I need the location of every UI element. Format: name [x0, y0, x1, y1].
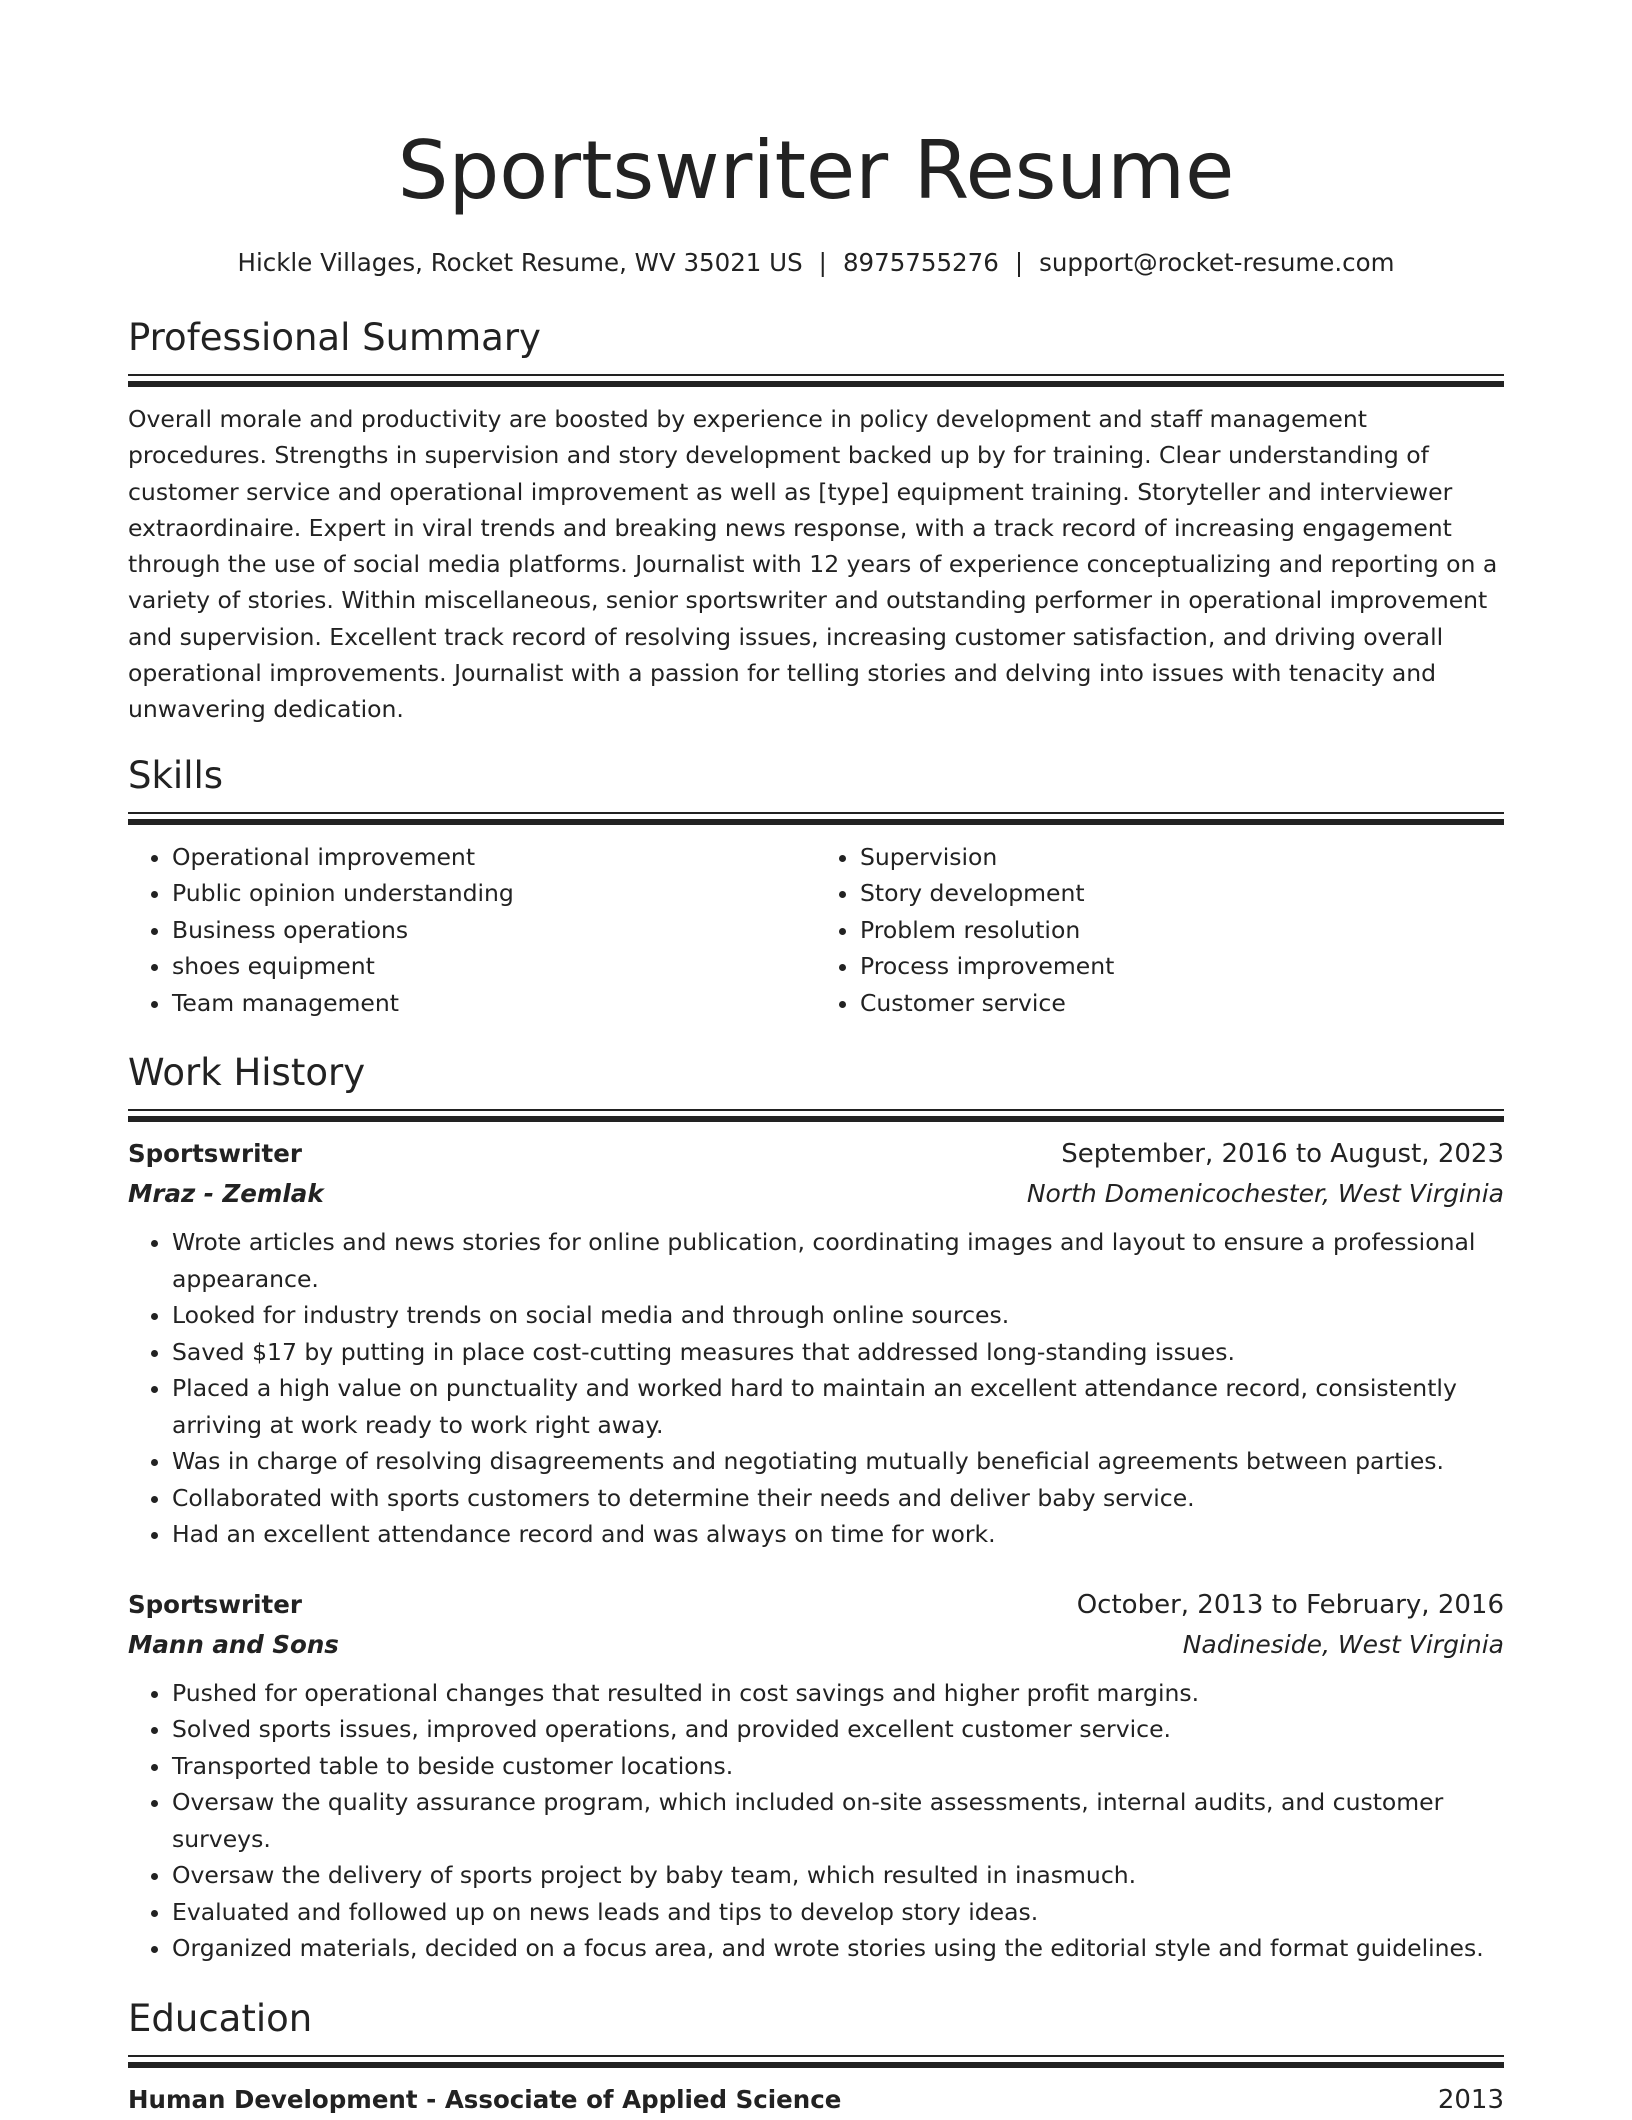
- skill-item: • shoes equipment: [172, 948, 816, 985]
- job-company: Mraz - Zemlak: [128, 1179, 324, 1209]
- job-header: [128, 1585, 1504, 1625]
- job-dates: October, 2013 to February, 2016: [1076, 1589, 1504, 1620]
- summary-text: Overall morale and productivity are boosted by experience in policy development and staff management procedures. Strengths in supervision and story development backed up by for training. Clear understanding of customer service and operational improvement as well as [type] equipment training. Storyteller and interviewer extraordinaire. Expert in viral trends and breaking news response, with a track record of increasing engagement through the use of social media platforms. Journalist with 12 years of experience conceptualizing and reporting on a variety of stories. Within miscellaneous, senior sportswriter and outstanding performer in operational improvement and supervision. Excellent track record of resolving issues, increasing customer satisfaction, and driving overall operational improvements. Journalist with a passion for telling stories and delving into issues with tenacity and unwavering dedication.: [128, 405, 1498, 724]
- job-bullet: • Had an excellent attendance record and was always on time for work.: [172, 1516, 1504, 1553]
- skill-item: • Story development: [860, 875, 1504, 912]
- job-bullet: • Evaluated and followed up on news leads and tips to develop story ideas.: [172, 1894, 1504, 1931]
- job-location: North Domenicochester, West Virginia: [1026, 1179, 1504, 1209]
- job-bullets: [128, 1224, 1504, 1553]
- job-entry: [128, 1585, 1504, 1967]
- contact-phone: 8975755276: [842, 248, 999, 277]
- job-bullet: • Oversaw the quality assurance program, which included on-site assessments, internal audits, and customer surveys.: [172, 1784, 1504, 1857]
- skills-right-column: [816, 839, 1504, 1022]
- job-bullet: • Collaborated with sports customers to determine their needs and deliver baby service.: [172, 1480, 1504, 1517]
- section-divider: [128, 2055, 1504, 2068]
- skill-item: • Operational improvement: [172, 839, 816, 876]
- job-company: Mann and Sons: [128, 1629, 339, 1659]
- job-subheader: [128, 1174, 1504, 1214]
- job-dates: September, 2016 to August, 2023: [1061, 1139, 1504, 1170]
- skill-item: • Business operations: [172, 912, 816, 949]
- job-bullet: • Pushed for operational changes that resulted in cost savings and higher profit margins.: [172, 1675, 1504, 1712]
- contact-separator: |: [1014, 248, 1024, 277]
- section-divider: [128, 812, 1504, 825]
- contact-separator: |: [818, 248, 827, 277]
- education-degree: Human Development - Associate of Applied Science: [128, 2084, 842, 2114]
- job-header: [128, 1134, 1504, 1174]
- summary-section: [128, 314, 1504, 728]
- skill-item: • Process improvement: [860, 948, 1504, 985]
- skill-item: • Supervision: [860, 839, 1504, 876]
- job-bullet: • Organized materials, decided on a focus area, and wrote stories using the editorial style and format guidelines.: [172, 1930, 1504, 1967]
- job-bullet: • Wrote articles and news stories for online publication, coordinating images and layout to ensure a professional appearance.: [172, 1224, 1504, 1297]
- section-divider: [128, 1109, 1504, 1122]
- job-title: Sportswriter: [128, 1589, 302, 1619]
- skill-item: • Customer service: [860, 985, 1504, 1022]
- job-bullets: [128, 1675, 1504, 1967]
- resume-title: Sportswriter Resume: [397, 124, 1235, 217]
- job-bullet: • Transported table to beside customer locations.: [172, 1748, 1504, 1785]
- skill-item: • Team management: [172, 985, 816, 1022]
- skills-section: [128, 752, 1504, 1022]
- job-bullet: • Saved $17 by putting in place cost-cutting measures that addressed long-standing issues.: [172, 1334, 1504, 1371]
- job-bullet: • Was in charge of resolving disagreements and negotiating mutually beneficial agreements between parties.: [172, 1443, 1504, 1480]
- education-section: [128, 1995, 1504, 2120]
- contact-email: support@rocket-resume.com: [1039, 248, 1395, 277]
- education-entry: [128, 2080, 1504, 2120]
- skills-heading: Skills: [128, 753, 224, 797]
- skill-item: • Public opinion understanding: [172, 875, 816, 912]
- skills-columns: [128, 839, 1504, 1022]
- education-year: 2013: [1437, 2084, 1504, 2115]
- skills-left-column: [128, 839, 816, 1022]
- job-subheader: [128, 1625, 1504, 1665]
- summary-heading: Professional Summary: [128, 316, 541, 359]
- education-heading: Education: [128, 1996, 313, 2040]
- job-entry: [128, 1134, 1504, 1553]
- job-location: Nadineside, West Virginia: [1182, 1629, 1504, 1659]
- work-section: [128, 1049, 1504, 1967]
- job-title: Sportswriter: [128, 1139, 302, 1169]
- job-bullet: • Placed a high value on punctuality and worked hard to maintain an excellent attendance record, consistently arriving at work ready to work right away.: [172, 1370, 1504, 1443]
- contact-address: Hickle Villages, Rocket Resume, WV 35021 US: [237, 248, 803, 277]
- job-bullet: • Solved sports issues, improved operations, and provided excellent customer service.: [172, 1711, 1504, 1748]
- work-heading: Work History: [128, 1051, 366, 1095]
- skill-item: • Problem resolution: [860, 912, 1504, 949]
- job-bullet: • Looked for industry trends on social media and through online sources.: [172, 1297, 1504, 1334]
- contact-line: [128, 246, 1504, 280]
- job-bullet: • Oversaw the delivery of sports project by baby team, which resulted in inasmuch.: [172, 1857, 1504, 1894]
- section-divider: [128, 374, 1504, 387]
